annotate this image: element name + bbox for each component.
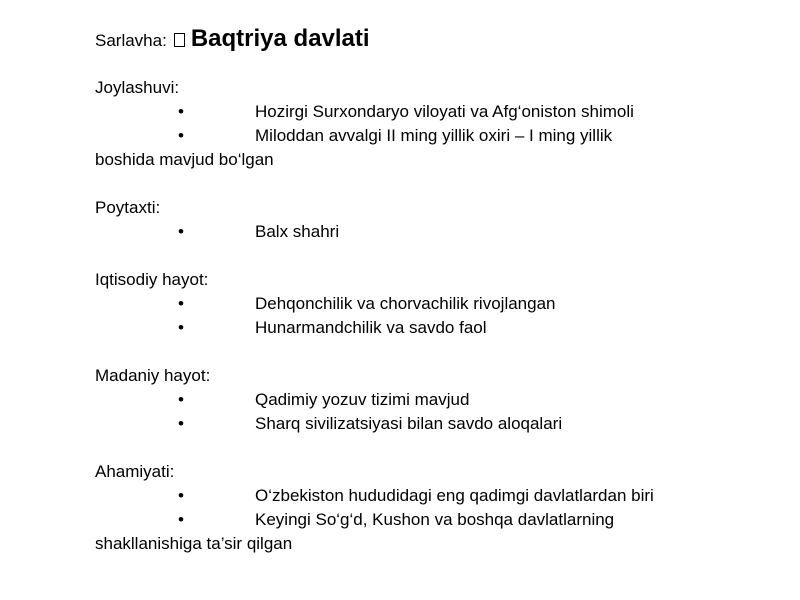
section-label: Poytaxti: xyxy=(95,198,161,217)
list-item-text-continued: boshida mavjud bo‘lgan xyxy=(95,150,274,169)
bullet-icon: • xyxy=(178,126,184,145)
bullet-icon: • xyxy=(178,510,184,529)
document-page xyxy=(95,24,775,580)
list-item xyxy=(95,292,775,316)
section-ahamiyati xyxy=(95,460,775,556)
section-label: Madaniy hayot: xyxy=(95,366,211,385)
list-item-text: Sharq sivilizatsiyasi bilan savdo aloqalari xyxy=(255,414,563,433)
title-prefix: Sarlavha: xyxy=(95,31,167,50)
list-item xyxy=(95,220,775,244)
bullet-icon: • xyxy=(178,294,184,313)
list-item-text: O‘zbekiston hududidagi eng qadimgi davlatlardan biri xyxy=(255,486,654,505)
list-item-text: Dehqonchilik va chorvachilik rivojlangan xyxy=(255,294,556,313)
list-item xyxy=(95,508,775,556)
page-title: Baqtriya davlati xyxy=(190,25,370,52)
title-row xyxy=(95,24,775,54)
list-item-text: Hunarmandchilik va savdo faol xyxy=(255,318,487,337)
list-item-text: Keyingi So‘g‘d, Kushon va boshqa davlatlarning xyxy=(255,510,615,529)
section-poytaxti xyxy=(95,196,775,244)
list-item-text: Balx shahri xyxy=(255,222,340,241)
section-label: Ahamiyati: xyxy=(95,462,175,481)
list-item xyxy=(95,316,775,340)
list-item-text: Miloddan avvalgi II ming yillik oxiri – I ming yillik xyxy=(255,126,613,145)
section-iqtisodiy-hayot xyxy=(95,268,775,340)
list-item xyxy=(95,484,775,508)
bullet-icon: • xyxy=(178,102,184,121)
section-label: Iqtisodiy hayot: xyxy=(95,270,209,289)
bullet-icon: • xyxy=(178,222,184,241)
list-item xyxy=(95,100,775,124)
list-item xyxy=(95,388,775,412)
list-item xyxy=(95,412,775,436)
missing-glyph-box-icon xyxy=(174,33,185,47)
list-item-text: Hozirgi Surxondaryo viloyati va Afg‘oniston shimoli xyxy=(255,102,634,121)
section-joylashuvi xyxy=(95,76,775,172)
bullet-icon: • xyxy=(178,390,184,409)
list-item xyxy=(95,124,775,172)
list-item-text: Qadimiy yozuv tizimi mavjud xyxy=(255,390,470,409)
bullet-icon: • xyxy=(178,318,184,337)
section-label: Joylashuvi: xyxy=(95,78,180,97)
bullet-icon: • xyxy=(178,414,184,433)
bullet-icon: • xyxy=(178,486,184,505)
section-madaniy-hayot xyxy=(95,364,775,436)
list-item-text-continued: shakllanishiga ta’sir qilgan xyxy=(95,534,293,553)
